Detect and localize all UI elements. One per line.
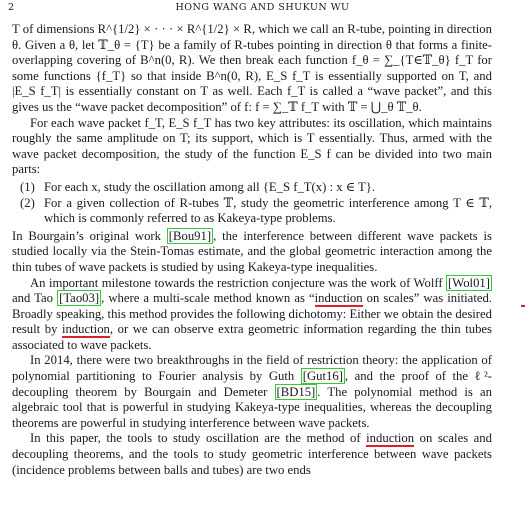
list-text: For each x, study the oscillation among all {E_S f_T(x) : x ∈ T}. <box>44 179 376 194</box>
running-header <box>8 2 517 16</box>
paragraph-6 <box>12 431 492 478</box>
paragraph-3 <box>12 229 492 276</box>
highlight-induction: induction <box>366 431 415 446</box>
running-title: HONG WANG AND SHUKUN WU <box>175 2 350 13</box>
text-run: , and the proof of the ℓ²-decoupling theorem by Bourgain and Demeter <box>12 369 492 399</box>
page-number: 2 <box>8 2 15 13</box>
text-run: . The polynomial method is an algebraic tool that is powerful in studying Kakeya-type inequalities, whereas the decoupling theorems are powerful in studying interference between wave packets. <box>12 384 492 430</box>
text-run: An important milestone towards the restriction conjecture was the work of Wolff <box>30 275 447 290</box>
highlight-induction: induction <box>314 291 363 306</box>
list-item <box>12 180 492 196</box>
text-run: on scales and decoupling theorems, and the tools to study geometric interference between wave packets (incidence problems between balls and tubes) are two ends <box>12 431 492 477</box>
paragraph-1: T of dimensions R^{1/2} × · · · × R^{1/2} × R, which we call an R-tube, pointing in direction θ. Given a θ, let 𝕋_θ = {T} be a family of R-tubes pointing in direction θ that forms a finite-overlapping covering of B^n(0, R). We then break each function f_θ = ∑_{T∈𝕋_θ} f_T for some functions {f_T} so that inside B^n(0, R), E_S f_T is essentially supported on T, and |E_S f_T| is essentially constant on T as well. Each f_T is called a “wave packet”, and this gives us the “wave packet decomposition” of f: f = ∑_𝕋 f_T with 𝕋 = ⋃_θ 𝕋_θ. <box>12 22 492 114</box>
text-run: In 2014, there were two breakthroughs in the field of restriction theory: the application of polynomial partitioning to Fourier analysis by Guth <box>12 353 492 384</box>
text-run: and Tao <box>12 291 58 306</box>
numbered-list <box>12 180 492 227</box>
highlight-induction: induction <box>61 322 110 337</box>
list-number: (1) <box>20 179 35 194</box>
citation-bou91[interactable]: [Bou91] <box>168 228 212 243</box>
paragraph-2: For each wave packet f_T, E_S f_T has two key attributes: its oscillation, which maintains roughly the same amplitude on T; its support, which is T essentially. Thus, armed with the wave packet decomposition, the study of the function E_S f can be divided into two main parts: <box>12 115 492 177</box>
text-run: In this paper, the tools to study oscillation are the method of <box>30 431 367 446</box>
list-number: (2) <box>20 195 35 210</box>
citation-bd15[interactable]: [BD15] <box>276 384 316 399</box>
paragraph-4 <box>12 276 492 354</box>
text-run: , where a multi-scale method known as “ <box>101 291 315 306</box>
citation-gut16[interactable]: [Gut16] <box>302 369 343 384</box>
citation-tao03[interactable]: [Tao03] <box>59 291 100 306</box>
text-run: , or we can observe extra geometric information regarding the thin tubes associated to wave packets. <box>12 322 492 352</box>
margin-annotation-mark <box>521 305 525 307</box>
list-text: For a given collection of R-tubes 𝕋, study the geometric interference among T ∈ 𝕋, which is commonly referred to as Kakeya-type problems. <box>44 195 492 226</box>
citation-wol01[interactable]: [Wol01] <box>448 275 490 290</box>
text-run: In Bourgain’s original work <box>12 228 167 243</box>
main-text <box>12 22 492 478</box>
text-run: on scales” was initiated. Broadly speaking, this method provides the following dichotomy: Either we obtain the desired result by <box>12 291 492 337</box>
paragraph-5 <box>12 353 492 431</box>
list-item <box>12 196 492 227</box>
text-run: , the interference between different wave packets is studied locally via the Stein-Tomas estimate, and the global geometric interaction among the thin tubes of wave packets is studied by using Kakeya-type inequalities. <box>12 228 492 274</box>
